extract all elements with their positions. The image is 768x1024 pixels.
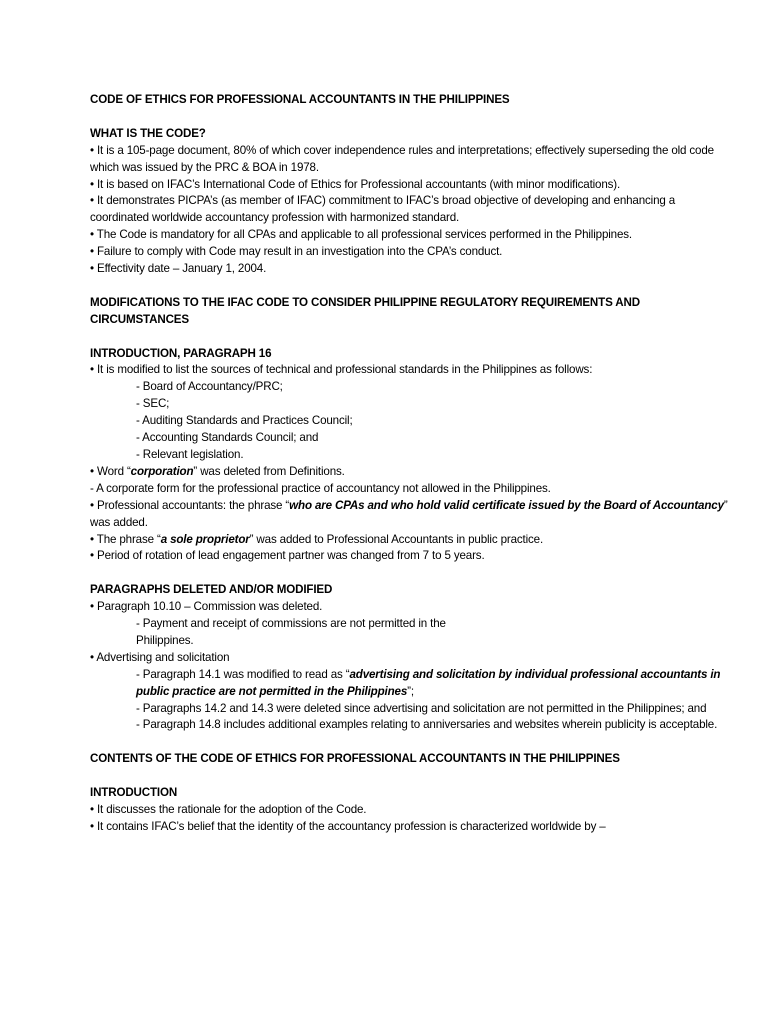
spacer (90, 734, 728, 751)
emphasis-text: advertising and solicitation by individual professional accountants in public practice are not permitted in the Philippines (136, 667, 721, 698)
bullet-failure-to-comply: • Failure to comply with Code may result in an investigation into the CPA’s conduct. (90, 245, 503, 259)
text-run: - Payment and receipt of commissions are not permitted in the (136, 617, 446, 631)
bullet-professional-accountants-phrase (90, 498, 728, 532)
sub-item-sec: - SEC; (136, 397, 170, 411)
bullet-sources-of-standards: • It is modified to list the sources of technical and professional standards in the Philippines as follows: (90, 363, 593, 377)
spacer (90, 329, 728, 346)
bullet-based-on-ifac: • It is based on IFAC’s International Code of Ethics for Professional accountants (with minor modifications). (90, 177, 621, 191)
line-corporate-form: - A corporate form for the professional practice of accountancy not allowed in the Philippines. (90, 481, 551, 495)
bullet-rotation-period: • Period of rotation of lead engagement partner was changed from 7 to 5 years. (90, 549, 485, 563)
bullet-advertising-and-solicitation: • Advertising and solicitation (90, 650, 230, 664)
text-run: Philippines. (136, 633, 194, 647)
text-run: ” was added. (90, 498, 728, 529)
spacer (90, 768, 728, 785)
bullet-effectivity-date: • Effectivity date – January 1, 2004. (90, 262, 267, 276)
bullet-corporation-deleted (90, 464, 728, 481)
sub-item-paragraph-14-8: - Paragraph 14.8 includes additional examples relating to anniversaries and websites wherein publicity is acceptable. (136, 718, 718, 732)
sub-item-paragraph-14-1 (90, 667, 728, 701)
bullet-ifac-belief: • It contains IFAC’s belief that the identity of the accountancy profession is characterized worldwide by – (90, 819, 606, 833)
emphasis-text: corporation (130, 464, 194, 478)
text-run: ” was added to Professional Accountants in public practice. (249, 532, 544, 546)
section-heading-paragraphs-deleted: PARAGRAPHS DELETED AND/OR MODIFIED (90, 583, 333, 597)
sub-item-board-of-accountancy: - Board of Accountancy/PRC; (136, 380, 283, 394)
bullet-sole-proprietor (90, 532, 728, 549)
text-run: ”; (407, 684, 414, 698)
spacer (90, 109, 728, 126)
section-heading-what-is-the-code: WHAT IS THE CODE? (90, 126, 206, 140)
sub-item-paragraphs-14-2-14-3: - Paragraphs 14.2 and 14.3 were deleted since advertising and solicitation are not permitted in the Philippines; and (136, 701, 707, 715)
text-run: • Professional accountants: the phrase “ (90, 498, 290, 512)
text-run: - Paragraph 14.1 was modified to read as “ (136, 667, 350, 681)
text-run: • The phrase “ (90, 532, 161, 546)
spacer (90, 278, 728, 295)
spacer (90, 565, 728, 582)
text-run: • Word “ (90, 464, 131, 478)
section-heading-modifications: MODIFICATIONS TO THE IFAC CODE TO CONSIDER PHILIPPINE REGULATORY REQUIREMENTS AND CIRCUMSTANCES (90, 295, 640, 326)
sub-item-auditing-standards: - Auditing Standards and Practices Council; (136, 414, 353, 428)
document-title: CODE OF ETHICS FOR PROFESSIONAL ACCOUNTANTS IN THE PHILIPPINES (90, 93, 510, 106)
bullet-105-page-document: • It is a 105-page document, 80% of which cover independence rules and interpretations; effectively superseding the old code which was issued by the PRC & BOA in 1978. (90, 143, 714, 174)
bullet-rationale: • It discusses the rationale for the adoption of the Code. (90, 802, 367, 816)
emphasis-text: a sole proprietor (160, 532, 250, 546)
sub-item-accounting-standards: - Accounting Standards Council; and (136, 431, 319, 445)
sub-item-commissions (90, 616, 728, 650)
sub-item-relevant-legislation: - Relevant legislation. (136, 447, 244, 461)
section-heading-introduction-paragraph-16: INTRODUCTION, PARAGRAPH 16 (90, 346, 272, 360)
bullet-code-mandatory: • The Code is mandatory for all CPAs and applicable to all professional services performed in the Philippines. (90, 228, 632, 242)
emphasis-text: who are CPAs and who hold valid certificate issued by the Board of Accountancy (289, 498, 724, 512)
section-heading-contents-of-code: CONTENTS OF THE CODE OF ETHICS FOR PROFESSIONAL ACCOUNTANTS IN THE PHILIPPINES (90, 752, 620, 766)
text-run: ” was deleted from Definitions. (193, 464, 345, 478)
bullet-picpa-commitment: • It demonstrates PICPA’s (as member of IFAC) commitment to IFAC’s broad objective of developing and enhancing a coordinated worldwide accountancy profession with harmonized standard. (90, 194, 676, 225)
bullet-paragraph-10-10: • Paragraph 10.10 – Commission was deleted. (90, 600, 323, 614)
section-heading-introduction: INTRODUCTION (90, 786, 178, 800)
